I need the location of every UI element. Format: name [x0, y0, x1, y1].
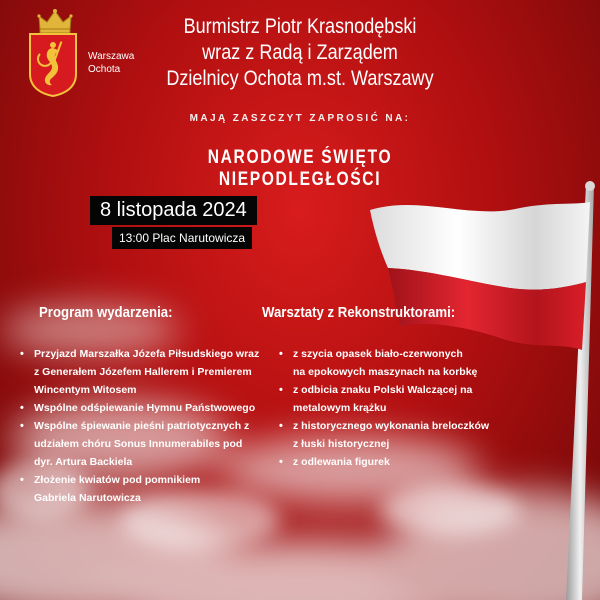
list-item-line: Wspólne śpiewanie pieśni patriotycznych z	[34, 420, 250, 432]
list-item	[279, 417, 499, 453]
list-item-line: na epokowych maszynach na korbkę	[293, 366, 478, 378]
list-item-line: Wspólne odśpiewanie Hymnu Państwowego	[34, 402, 256, 414]
headline-line: Burmistrz Piotr Krasnodębski	[183, 15, 417, 38]
workshops-heading: Warsztaty z Rekonstruktorami:	[262, 304, 456, 321]
headline-line: wraz z Radą i Zarządem	[202, 41, 398, 64]
crown-icon	[37, 8, 73, 34]
bullet-icon: •	[20, 420, 24, 432]
workshops-list	[279, 345, 499, 471]
bullet-icon: •	[279, 456, 283, 468]
list-item-line: z szycia opasek biało-czerwonych	[293, 348, 463, 360]
list-item	[20, 399, 260, 417]
list-item-line: z odbicia znaku Polski Walczącej na	[293, 384, 473, 396]
list-item	[20, 471, 260, 507]
coat-of-arms-shield-icon	[28, 32, 78, 98]
logo-text-line1: Warszawa	[88, 51, 135, 62]
list-item-line: Złożenie kwiatów pod pomnikiem	[34, 474, 201, 486]
list-item	[279, 453, 499, 471]
list-item-line: dyr. Artura Backiela	[34, 456, 133, 468]
bullet-icon: •	[20, 348, 24, 360]
list-item-line: z odlewania figurek	[293, 456, 390, 468]
list-item-line: Gabriela Narutowicza	[34, 492, 141, 504]
list-item-line: metalowym krążku	[293, 402, 387, 414]
logo-text	[88, 50, 134, 76]
invite-text: MAJĄ ZASZCZYT ZAPROSIĆ NA:	[189, 113, 411, 124]
bullet-icon: •	[279, 384, 283, 396]
list-item	[279, 345, 499, 381]
list-item-line: Wincentym Witosem	[34, 384, 137, 396]
district-logo	[18, 8, 135, 98]
list-item-line: z Generałem Józefem Hallerem i Premierem	[34, 366, 252, 378]
logo-text-line2: Ochota	[88, 64, 121, 75]
bullet-icon: •	[279, 420, 283, 432]
program-heading: Program wydarzenia:	[39, 304, 173, 321]
headline-line: Dzielnicy Ochota m.st. Warszawy	[166, 67, 434, 90]
list-item-line: z historycznego wykonania breloczków	[293, 420, 490, 432]
event-date: 8 listopada 2024	[90, 196, 257, 225]
program-list	[20, 345, 260, 507]
bullet-icon: •	[20, 474, 24, 486]
headline	[154, 14, 446, 92]
list-item	[279, 381, 499, 417]
list-item	[20, 417, 260, 471]
event-title: NARODOWE ŚWIĘTO NIEPODLEGŁOŚCI	[207, 147, 393, 190]
list-item-line: Przyjazd Marszałka Józefa Piłsudskiego wraz	[34, 348, 260, 360]
bullet-icon: •	[20, 402, 24, 414]
bullet-icon: •	[279, 348, 283, 360]
list-item-line: z łuski historycznej	[293, 438, 390, 450]
list-item	[20, 345, 260, 399]
event-time-place: 13:00 Plac Narutowicza	[112, 227, 252, 249]
list-item-line: udziałem chóru Sonus Innumerabiles pod	[34, 438, 243, 450]
